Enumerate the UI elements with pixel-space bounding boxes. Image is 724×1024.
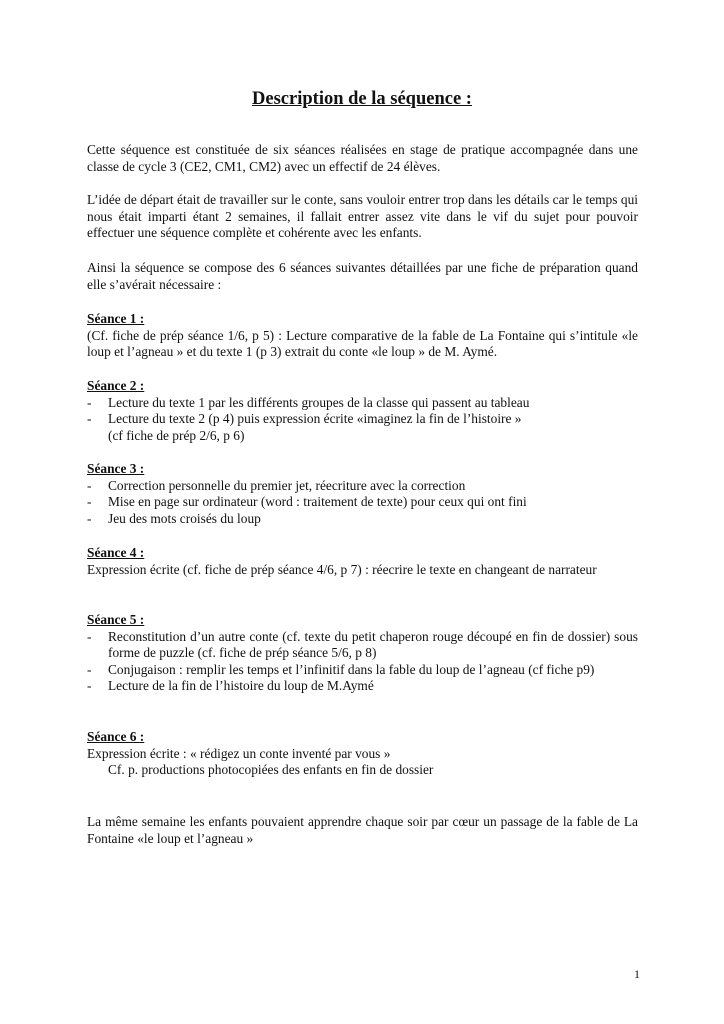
- closing-paragraph: La même semaine les enfants pouvaient apprendre chaque soir par cœur un passage de la fable de La Fontaine «le loup et l’agneau »: [87, 814, 638, 846]
- page-number: 1: [634, 967, 640, 981]
- seance-5-section: [87, 612, 638, 695]
- seance-4-heading: Séance 4 :: [87, 545, 145, 560]
- seance-2-heading: Séance 2 :: [87, 378, 145, 393]
- seance-4-section: [87, 545, 638, 578]
- list-item-text: Lecture de la fin de l’histoire du loup de M.Aymé: [108, 678, 374, 694]
- list-item-text: Lecture du texte 2 (p 4) puis expression écrite «imaginez la fin de l’histoire »: [108, 411, 522, 427]
- bullet-dash: -: [87, 678, 92, 694]
- seance-6-heading: Séance 6 :: [87, 729, 145, 744]
- bullet-dash: -: [87, 628, 92, 644]
- list-item-text: Mise en page sur ordinateur (word : traitement de texte) pour ceux qui ont fini: [108, 494, 527, 510]
- intro-paragraph-1: Cette séquence est constituée de six séances réalisées en stage de pratique accompagnée dans une classe de cycle 3 (CE2, CM1, CM2) avec un effectif de 24 élèves.: [87, 142, 638, 174]
- seance-6-section: [87, 729, 638, 779]
- list-item-text: Correction personnelle du premier jet, réecriture avec la correction: [108, 477, 466, 493]
- seance-6-text: Expression écrite : « rédigez un conte inventé par vous »: [87, 745, 391, 761]
- list-item: [87, 678, 638, 695]
- bullet-dash: -: [87, 477, 92, 493]
- seance-1-section: [87, 311, 638, 361]
- intro-paragraph-2: L’idée de départ était de travailler sur le conte, sans vouloir entrer trop dans les détails car le temps qui nous était imparti étant 2 semaines, il fallait entrer assez vite dans le vif du sujet pour pouvoir effectuer une séquence complète et cohérente avec les enfants.: [87, 192, 638, 241]
- list-item-text: Jeu des mots croisés du loup: [108, 510, 261, 526]
- list-item: [87, 411, 638, 428]
- list-item: [87, 662, 638, 679]
- seance-3-section: [87, 461, 638, 527]
- list-item: [87, 478, 638, 495]
- bullet-dash: -: [87, 394, 92, 410]
- page-title: Description de la séquence :: [252, 89, 472, 109]
- seance-2-section: [87, 378, 638, 444]
- seance-1-text: (Cf. fiche de prép séance 1/6, p 5) : Lecture comparative de la fable de La Fontaine qui s’intitule «le loup et l’agneau » et du texte 1 (p 3) extrait du conte «le loup » de M. Aymé.: [87, 327, 638, 360]
- bullet-dash: -: [87, 510, 92, 526]
- bullet-dash: -: [87, 661, 92, 677]
- intro-paragraph-3: Ainsi la séquence se compose des 6 séances suivantes détaillées par une fiche de préparation quand elle s’avérait nécessaire :: [87, 260, 638, 292]
- bullet-dash: -: [87, 411, 92, 427]
- seance-6-note: Cf. p. productions photocopiées des enfants en fin de dossier: [108, 762, 434, 778]
- list-item-text: Reconstitution d’un autre conte (cf. texte du petit chaperon rouge découpé en fin de dossier) sous forme de puzzle (cf. fiche de prép séance 5/6, p 8): [108, 628, 638, 661]
- seance-3-heading: Séance 3 :: [87, 461, 145, 476]
- list-item: [87, 511, 638, 528]
- list-item-text: Conjugaison : remplir les temps et l’infinitif dans la fable du loup de l’agneau (cf fiche p9): [108, 661, 595, 677]
- seance-1-heading: Séance 1 :: [87, 311, 145, 326]
- bullet-dash: -: [87, 494, 92, 510]
- seance-5-heading: Séance 5 :: [87, 612, 145, 627]
- list-item-text: Lecture du texte 1 par les différents groupes de la classe qui passent au tableau: [108, 394, 530, 410]
- list-item: [87, 494, 638, 511]
- list-item: [87, 395, 638, 412]
- seance-4-text: Expression écrite (cf. fiche de prép séance 4/6, p 7) : réecrire le texte en changeant de narrateur: [87, 561, 597, 577]
- seance-2-note: (cf fiche de prép 2/6, p 6): [108, 427, 245, 443]
- list-item: [87, 629, 638, 662]
